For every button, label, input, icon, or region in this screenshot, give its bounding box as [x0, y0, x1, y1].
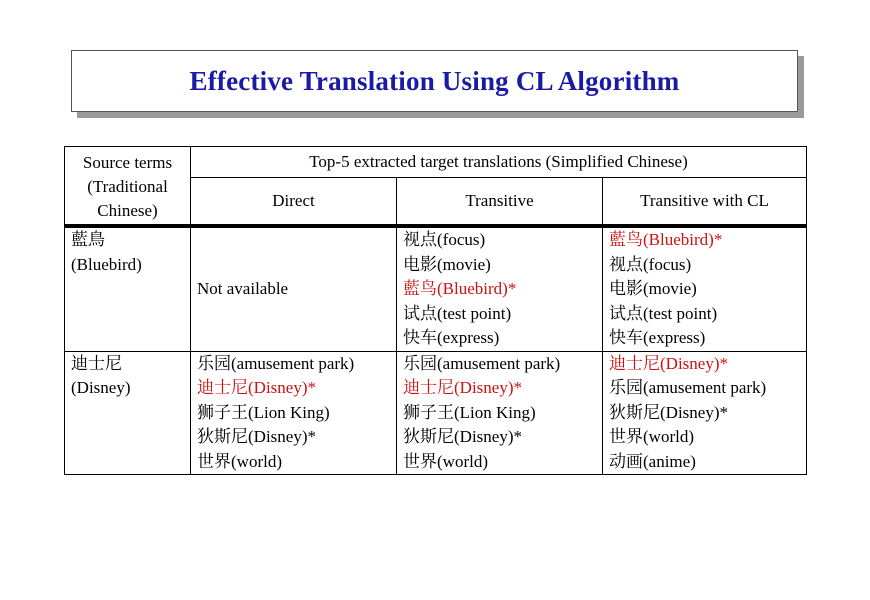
top5-header: Top-5 extracted target translations (Simplified Chinese) [191, 147, 807, 178]
transitive-cl-column-header: Transitive with CL [603, 178, 807, 227]
translation-item: 乐园(amusement park) [197, 353, 355, 373]
translation-item: 快车(express) [403, 328, 500, 347]
translation-item-correct: 迪士尼(Disney)* [609, 353, 728, 373]
title-box [71, 50, 798, 112]
translation-item: 乐园(amusement park) [609, 378, 767, 397]
source-term-gloss: (Disney) [71, 378, 131, 397]
translation-item: 狄斯尼(Disney)* [403, 427, 522, 446]
slide-title: Effective Translation Using CL Algorithm [189, 65, 680, 96]
translation-table [64, 146, 807, 475]
direct-cell [191, 226, 397, 351]
transitive-cl-cell [603, 351, 807, 475]
source-term: 藍鳥 [71, 230, 105, 249]
direct-cell [191, 351, 397, 475]
transitive-cl-cell [603, 226, 807, 351]
source-header-line: (Traditional [87, 177, 168, 196]
translation-item: 试点(test point) [609, 303, 718, 323]
translation-item: 世界(world) [609, 427, 694, 446]
translation-item: 动画(anime) [609, 451, 696, 471]
translation-item: 电影(movie) [403, 254, 491, 274]
translation-item: 狮子王(Lion King) [197, 402, 330, 422]
translation-item-correct: 藍鸟(Bluebird)* [403, 279, 517, 298]
table-row [65, 226, 807, 351]
source-term: 迪士尼 [71, 353, 122, 373]
translation-item: 试点(test point) [403, 303, 512, 323]
translation-item-correct: 迪士尼(Disney)* [197, 378, 316, 397]
not-available-text: Not available [197, 279, 289, 298]
translation-item: 乐园(amusement park) [403, 353, 561, 373]
translation-item: 视点(focus) [609, 254, 692, 274]
transitive-column-header: Transitive [397, 178, 603, 227]
table-row [65, 351, 807, 475]
translation-item: 电影(movie) [609, 279, 697, 298]
source-term-cell [65, 226, 191, 351]
translation-item: 快车(express) [609, 328, 706, 347]
translation-item: 视点(focus) [403, 230, 486, 249]
translation-item: 世界(world) [197, 451, 282, 471]
source-header-line: Source terms [82, 153, 173, 172]
source-terms-header [65, 147, 191, 227]
translation-item: 狮子王(Lion King) [403, 402, 536, 422]
transitive-cell [397, 226, 603, 351]
source-term-gloss: (Bluebird) [71, 254, 142, 274]
translation-item: 狄斯尼(Disney)* [609, 402, 728, 422]
source-header-line: Chinese) [97, 201, 158, 220]
transitive-cell [397, 351, 603, 475]
direct-column-header: Direct [191, 178, 397, 227]
translation-item-correct: 迪士尼(Disney)* [403, 378, 522, 397]
translation-item: 狄斯尼(Disney)* [197, 427, 316, 446]
translation-item-correct: 藍鸟(Bluebird)* [609, 230, 723, 249]
source-term-cell [65, 351, 191, 475]
translation-item: 世界(world) [403, 451, 488, 471]
